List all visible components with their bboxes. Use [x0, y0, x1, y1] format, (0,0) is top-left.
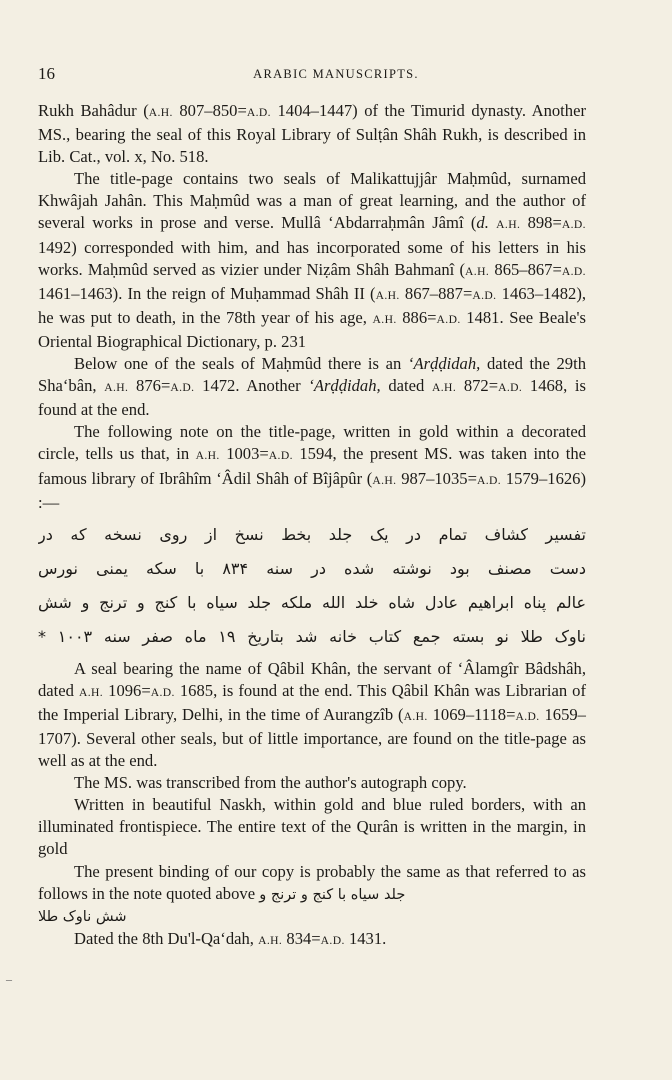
era-abbrev: A.H.: [372, 312, 397, 326]
paragraph-rukh: [38, 100, 586, 168]
text-run: 1579–1626) :—: [38, 468, 586, 512]
page-number: 16: [38, 64, 55, 83]
text-run: dated: [380, 376, 432, 396]
era-abbrev: A.H.: [148, 106, 173, 119]
text-run: 1463–1482), he was put to death, in the 78th year of his age,: [38, 283, 586, 327]
page-header: [38, 64, 634, 86]
text-run: 1096=: [103, 680, 151, 700]
era-abbrev: A.D.: [320, 933, 345, 947]
text-run: dated the 29th Sha‘bân,: [38, 354, 586, 396]
text-run: The present binding of our copy is probably the same as that referred to as follows in the note quoted above: [38, 861, 586, 903]
arabic-inline: جلد سیاه با کنج و ترنج و: [259, 886, 406, 903]
text-run: The following note on the title-page, written in gold within a decorated circle, tells us that, in: [38, 422, 586, 464]
text-run: 898=: [520, 213, 562, 233]
era-abbrev: A.H.: [465, 264, 490, 278]
era-abbrev: A.D.: [170, 381, 195, 395]
margin-mark: –: [6, 972, 12, 986]
text-run: 807–850=: [172, 101, 247, 120]
era-abbrev: A.D.: [515, 709, 540, 723]
text-run: 1659–1707). Several other seals, but of little importance, are found on the title-page as well as at the end.: [38, 704, 586, 771]
text-run: 872=: [456, 376, 499, 396]
text-run: 1461–1463). In the reign of Muḥammad Shâh II (: [38, 283, 376, 303]
era-abbrev: A.H.: [375, 288, 400, 302]
text-run: Dated the 8th Du'l-Qa‘dah,: [74, 928, 259, 948]
arabic-quotation: [38, 518, 586, 654]
text-run: The title-page contains two seals of Malikattujjâr Maḥmûd, surnamed Khwâjah Jahân. This Maḥmûd was a man of great learning, and the author of several works in prose and verse. Mullâ ‘Abdarraḥmân Jâmî (: [38, 169, 586, 233]
text-run: 1431.: [344, 928, 387, 948]
era-abbrev: A.H.: [431, 381, 457, 395]
paragraph-transcription: The MS. was transcribed from the author's autograph copy.: [74, 773, 467, 793]
era-abbrev: A.D.: [150, 685, 175, 699]
italic-run: ‘Arḍḍidah,: [407, 354, 481, 374]
paragraph-binding: [38, 861, 586, 906]
text-run: 1492) corresponded with him, and has incorporated some of his letters in his works. Maḥmûd served as vizier under Niẓâm Shâh Bahmanî (: [38, 237, 586, 279]
text-run: 865–867=: [489, 259, 562, 279]
paragraph-gold-note: [38, 421, 586, 513]
era-abbrev: A.H.: [403, 709, 428, 723]
text-run: 1594, the present MS. was taken into the famous library of Ibrâhîm ‘Âdil Shâh of Bîjâpûr (: [38, 444, 586, 488]
era-abbrev: A.D.: [246, 106, 271, 119]
paragraph-dated: [38, 928, 586, 952]
text-run: 876=: [128, 376, 171, 396]
arabic-line: عالم پناه ابراهیم عادل شاه خلد الله ملکه جلد سیاه با کنج و ترنج و شش: [38, 592, 586, 612]
era-abbrev: A.H.: [372, 473, 397, 487]
era-abbrev: A.D.: [268, 449, 293, 463]
era-abbrev: A.D.: [472, 288, 497, 302]
paragraph-arddidah: [38, 353, 586, 421]
text-run: A seal bearing the name of Qâbil Khân, the servant of ‘Âlamgîr Bâdshâh, dated: [38, 658, 586, 700]
text-run: 834=: [282, 928, 321, 948]
era-abbrev: A.D.: [498, 381, 523, 395]
text-run: 886=: [396, 307, 437, 327]
era-abbrev: A.H.: [258, 933, 283, 947]
arabic-inline: شش ناوک طلا: [38, 908, 127, 925]
arabic-line: ناوک طلا نو بسته جمع کتاب خانه شد بتاریخ ۱۹ ماه صفر سنه ۱۰۰۳ *: [38, 626, 586, 646]
era-abbrev: A.D.: [561, 264, 586, 278]
text-run: 987–1035=: [396, 468, 477, 488]
italic-run: ‘Arḍḍidah,: [308, 376, 381, 396]
text-run: Rukh Bahâdur (: [38, 101, 149, 120]
text-run: Below one of the seals of Maḥmûd there is an: [74, 354, 408, 374]
arabic-inline-continuation: [38, 906, 586, 928]
text-run: 1481. See Beale's Oriental Biographical Dictionary, p. 231: [38, 307, 586, 351]
text-run: 1685, is found at the end. This Qâbil Khân was Librarian of the Imperial Library, Delhi, in the time of Aurangzîb (: [38, 680, 586, 724]
era-abbrev: A.H.: [195, 449, 220, 463]
arabic-line: دست مصنف بود نوشته شده در سنه ۸۳۴ با سکه یمنی نورس: [38, 558, 586, 578]
paragraph-naskh: Written in beautiful Naskh, within gold and blue ruled borders, with an illuminated frontispiece. The entire text of the Qurân is written in the margin, in gold: [38, 795, 586, 859]
era-abbrev: A.H.: [104, 381, 129, 395]
text-run: 1468, is found at the end.: [38, 376, 586, 420]
text-run: 1003=: [219, 444, 269, 464]
era-abbrev: A.D.: [476, 473, 502, 487]
paragraph-title-page-seals: [38, 168, 586, 353]
era-abbrev: A.H.: [496, 218, 521, 232]
era-abbrev: A.D.: [561, 218, 586, 232]
era-abbrev: A.H.: [78, 685, 104, 699]
text-run: 1404–1447) of the Timurid dynasty. Another MS., bearing the seal of this Royal Library of Sulṭân Shâh Rukh, is described in Lib. Cat., vol. x, No. 518.: [38, 101, 586, 167]
body-text: [38, 100, 586, 952]
arabic-line: تفسیر کشاف تمام در یک جلد بخط نسخ از روی نسخه که در: [38, 524, 586, 544]
text-run: 867–887=: [399, 283, 473, 303]
running-head: ARABIC MANUSCRIPTS.: [253, 67, 419, 81]
paragraph-qabil-khan: [38, 658, 586, 772]
text-run: 1069–1118=: [427, 704, 516, 724]
era-abbrev: A.D.: [436, 312, 461, 326]
italic-run: d.: [476, 213, 489, 233]
text-run: 1472. Another: [194, 376, 309, 396]
